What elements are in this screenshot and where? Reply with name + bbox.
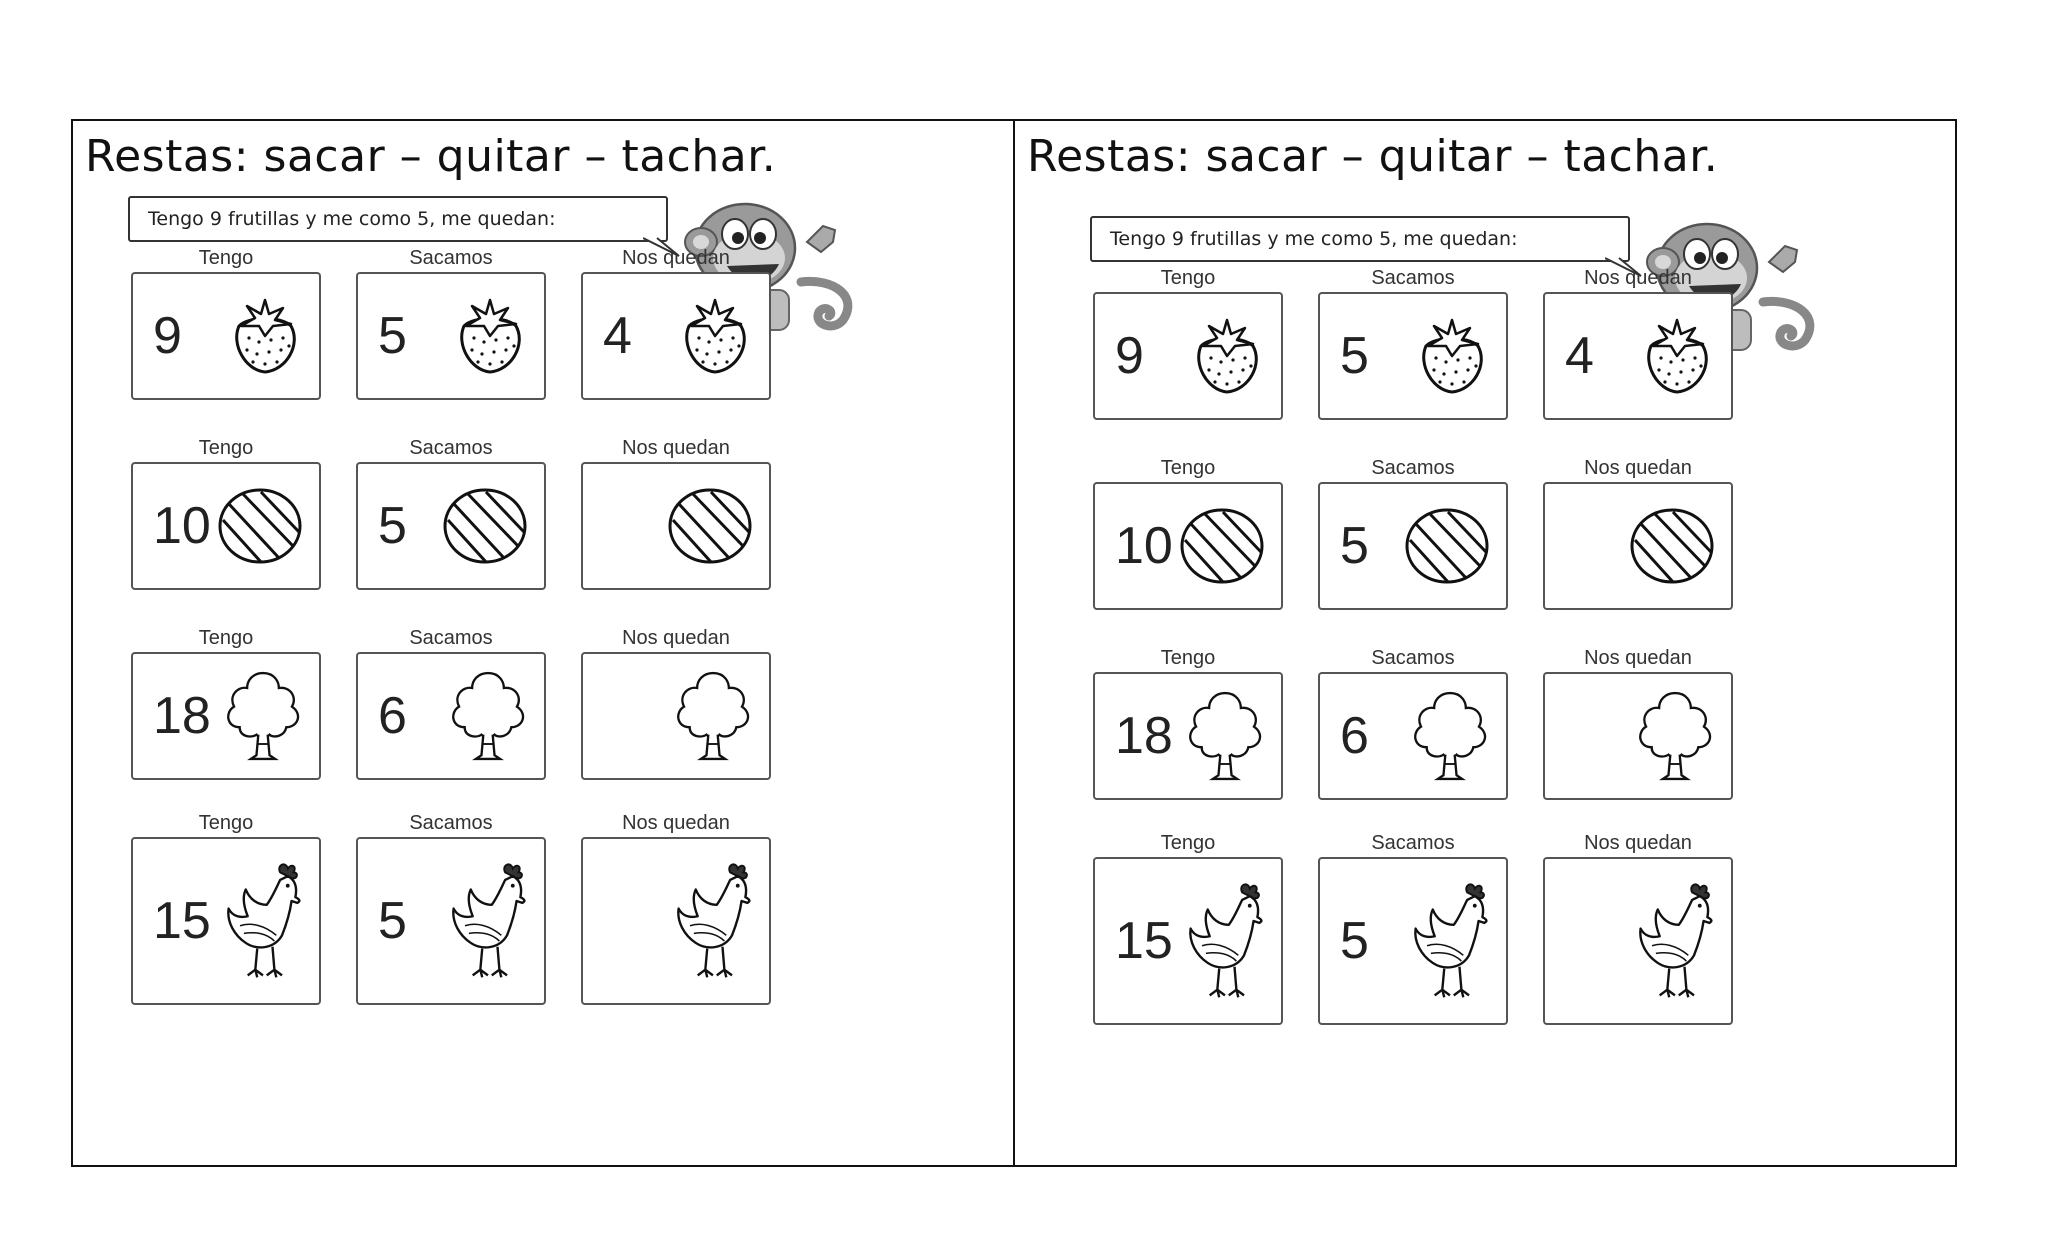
quantity-box <box>131 837 321 1005</box>
cell-sacamos <box>356 626 546 780</box>
strawberry-icon <box>675 296 755 376</box>
cell-label: Nos quedan <box>622 812 730 834</box>
ball-icon <box>1402 506 1492 586</box>
exercise-area <box>1075 206 1855 1066</box>
quantity-number: 6 <box>378 687 407 745</box>
worksheet-panel <box>73 121 1013 1165</box>
cell-label: Tengo <box>198 247 254 269</box>
cell-label: Sacamos <box>1371 647 1455 669</box>
cell-label: Nos quedan <box>1584 647 1692 669</box>
cell-label: Nos quedan <box>1584 832 1692 854</box>
answer-box <box>581 272 771 400</box>
worksheet-panel <box>1013 121 1955 1165</box>
cell-nos-quedan <box>581 626 771 780</box>
ball-icon <box>1177 506 1267 586</box>
cell-label: Nos quedan <box>622 437 730 459</box>
cell-nos-quedan <box>581 811 771 1005</box>
cell-label: Tengo <box>1160 832 1216 854</box>
quantity-number: 5 <box>378 892 407 950</box>
answer-box <box>581 462 771 590</box>
quantity-number: 6 <box>1340 707 1369 765</box>
quantity-number: 5 <box>1340 327 1369 385</box>
quantity-number: 4 <box>1565 327 1594 385</box>
quantity-box <box>1093 292 1283 420</box>
answer-box <box>581 837 771 1005</box>
answer-box <box>1543 482 1733 610</box>
cell-label: Tengo <box>198 437 254 459</box>
quantity-number: 5 <box>378 307 407 365</box>
strawberry-icon <box>450 296 530 376</box>
cell-label: Sacamos <box>409 812 493 834</box>
tree-icon <box>1408 689 1492 783</box>
cell-label: Sacamos <box>409 627 493 649</box>
quantity-box <box>1093 482 1283 610</box>
answer-box <box>1543 857 1733 1025</box>
cell-tengo <box>131 436 321 590</box>
rooster-icon <box>1406 879 1492 1003</box>
quantity-number: 18 <box>1115 707 1173 765</box>
cell-label: Sacamos <box>1371 267 1455 289</box>
quantity-box <box>1093 857 1283 1025</box>
cell-label: Tengo <box>1160 457 1216 479</box>
cell-nos-quedan <box>1543 646 1733 800</box>
cell-tengo <box>1093 646 1283 800</box>
quantity-number: 5 <box>378 497 407 555</box>
cell-sacamos <box>356 436 546 590</box>
cell-label: Sacamos <box>1371 832 1455 854</box>
quantity-number: 15 <box>153 892 211 950</box>
worksheet-heading: Restas: sacar – quitar – tachar. <box>85 131 777 182</box>
cell-label: Nos quedan <box>1584 267 1692 289</box>
cell-sacamos <box>356 246 546 400</box>
cell-tengo <box>1093 266 1283 420</box>
speech-bubble: Tengo 9 frutillas y me como 5, me quedan: <box>1090 216 1630 262</box>
cell-label: Tengo <box>1160 647 1216 669</box>
cell-tengo <box>131 246 321 400</box>
cell-label: Sacamos <box>409 437 493 459</box>
answer-box <box>1543 292 1733 420</box>
quantity-box <box>1318 857 1508 1025</box>
rooster-icon <box>219 859 305 983</box>
worksheet-page <box>71 119 1957 1167</box>
ball-icon <box>440 486 530 566</box>
quantity-box <box>1318 292 1508 420</box>
quantity-number: 5 <box>1340 912 1369 970</box>
cell-label: Tengo <box>198 812 254 834</box>
tree-icon <box>1183 689 1267 783</box>
quantity-number: 9 <box>153 307 182 365</box>
cell-nos-quedan <box>1543 831 1733 1025</box>
worksheet-heading: Restas: sacar – quitar – tachar. <box>1027 131 1719 182</box>
ball-icon <box>215 486 305 566</box>
quantity-number: 10 <box>153 497 211 555</box>
answer-box <box>1543 672 1733 800</box>
quantity-box <box>131 272 321 400</box>
cell-label: Nos quedan <box>622 627 730 649</box>
cell-label: Sacamos <box>409 247 493 269</box>
ball-icon <box>665 486 755 566</box>
quantity-number: 10 <box>1115 517 1173 575</box>
cell-tengo <box>1093 831 1283 1025</box>
rooster-icon <box>1181 879 1267 1003</box>
cell-label: Tengo <box>1160 267 1216 289</box>
exercise-area <box>113 186 893 1046</box>
quantity-number: 15 <box>1115 912 1173 970</box>
quantity-box <box>1318 482 1508 610</box>
strawberry-icon <box>225 296 305 376</box>
quantity-box <box>131 652 321 780</box>
cell-sacamos <box>1318 646 1508 800</box>
cell-sacamos <box>1318 831 1508 1025</box>
ball-icon <box>1627 506 1717 586</box>
tree-icon <box>446 669 530 763</box>
speech-bubble: Tengo 9 frutillas y me como 5, me quedan: <box>128 196 668 242</box>
rooster-icon <box>1631 879 1717 1003</box>
cell-tengo <box>1093 456 1283 610</box>
cell-tengo <box>131 626 321 780</box>
strawberry-icon <box>1187 316 1267 396</box>
cell-nos-quedan <box>581 246 771 400</box>
strawberry-icon <box>1637 316 1717 396</box>
cell-nos-quedan <box>1543 456 1733 610</box>
cell-label: Nos quedan <box>622 247 730 269</box>
cell-nos-quedan <box>1543 266 1733 420</box>
answer-box <box>581 652 771 780</box>
quantity-number: 4 <box>603 307 632 365</box>
cell-label: Tengo <box>198 627 254 649</box>
tree-icon <box>1633 689 1717 783</box>
quantity-box <box>356 652 546 780</box>
strawberry-icon <box>1412 316 1492 396</box>
quantity-number: 18 <box>153 687 211 745</box>
cell-tengo <box>131 811 321 1005</box>
quantity-number: 9 <box>1115 327 1144 385</box>
cell-nos-quedan <box>581 436 771 590</box>
cell-label: Nos quedan <box>1584 457 1692 479</box>
tree-icon <box>221 669 305 763</box>
rooster-icon <box>669 859 755 983</box>
cell-sacamos <box>1318 266 1508 420</box>
quantity-box <box>1093 672 1283 800</box>
quantity-box <box>131 462 321 590</box>
quantity-box <box>356 462 546 590</box>
tree-icon <box>671 669 755 763</box>
rooster-icon <box>444 859 530 983</box>
quantity-box <box>356 837 546 1005</box>
quantity-box <box>1318 672 1508 800</box>
quantity-number: 5 <box>1340 517 1369 575</box>
quantity-box <box>356 272 546 400</box>
cell-sacamos <box>356 811 546 1005</box>
cell-label: Sacamos <box>1371 457 1455 479</box>
cell-sacamos <box>1318 456 1508 610</box>
